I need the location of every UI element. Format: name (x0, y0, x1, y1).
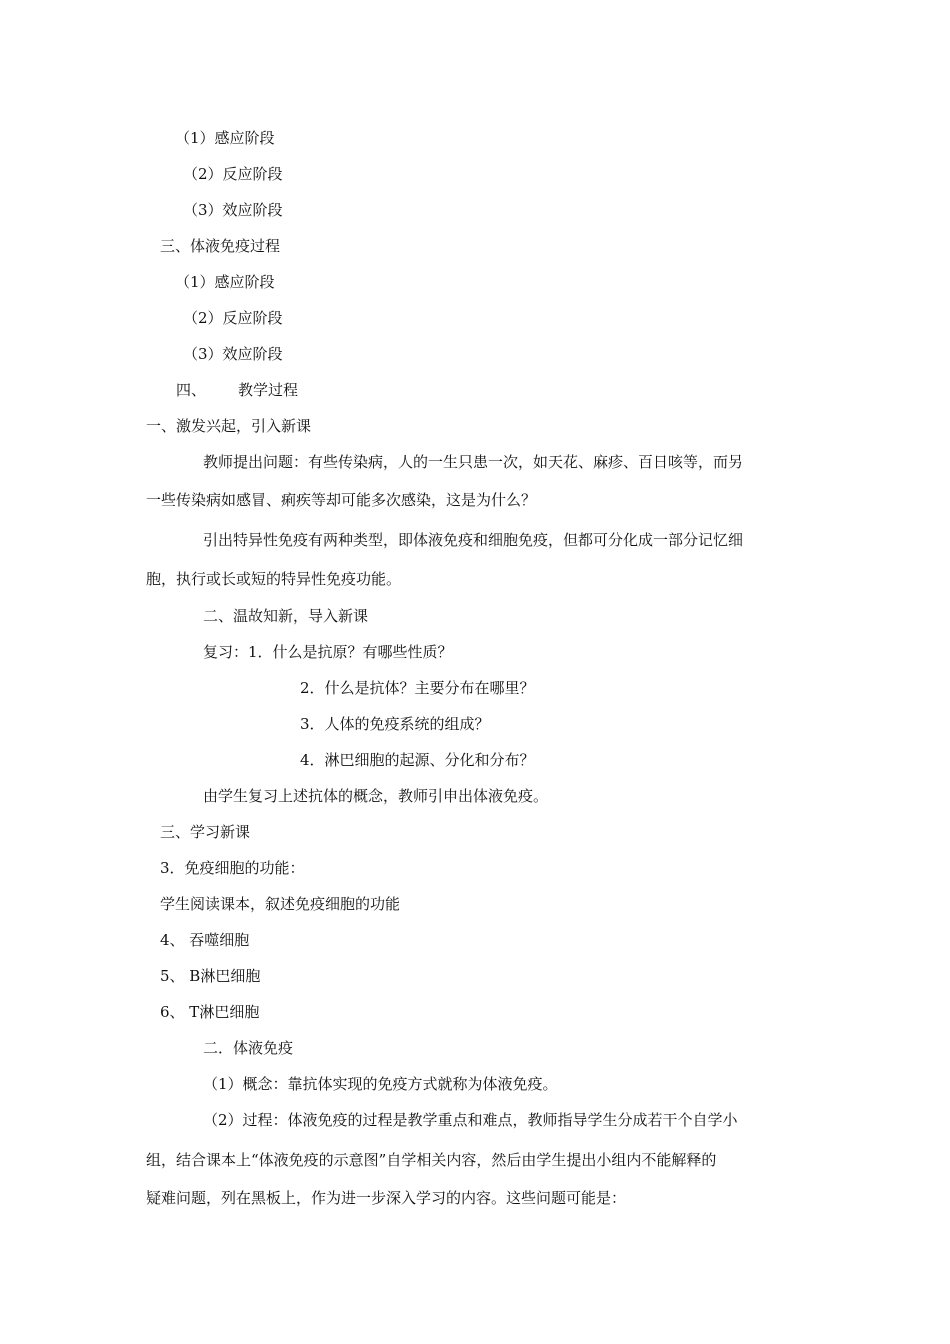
list-item: 4、 吞噬细胞 (160, 931, 250, 949)
paragraph-line: 组，结合课本上“体液免疫的示意图”自学相关内容，然后由学生提出小组内不能解释的 (146, 1151, 717, 1169)
review-item: 复习：1．什么是抗原？有哪些性质？ (203, 643, 453, 661)
text-line: （3）效应阶段 (183, 345, 283, 363)
section-number: 四、 (176, 381, 207, 399)
section-heading: 一、激发兴起，引入新课 (146, 417, 312, 435)
text-line: （1）感应阶段 (175, 273, 275, 291)
text-line: （2）反应阶段 (183, 165, 283, 183)
paragraph-line: （1）概念：靠抗体实现的免疫方式就称为体液免疫。 (203, 1075, 558, 1093)
review-item: 3．人体的免疫系统的组成？ (300, 715, 490, 733)
paragraph-line: 由学生复习上述抗体的概念，教师引申出体液免疫。 (203, 787, 549, 805)
text-line: （2）反应阶段 (183, 309, 283, 327)
paragraph-line: 教师提出问题：有些传染病，人的一生只患一次，如天花、麻疹、百日咳等，而另 (203, 453, 744, 471)
text-line: 3．免疫细胞的功能： (160, 859, 305, 877)
paragraph-line: 一些传染病如感冒、痢疾等却可能多次感染，这是为什么？ (146, 491, 537, 509)
paragraph-line: 胞，执行或长或短的特异性免疫功能。 (146, 570, 402, 588)
paragraph-line: 引出特异性免疫有两种类型，即体液免疫和细胞免疫，但都可分化成一部分记忆细 (203, 531, 744, 549)
paragraph-line: 疑难问题，列在黑板上，作为进一步深入学习的内容。这些问题可能是： (146, 1189, 627, 1207)
text-line: 学生阅读课本，叙述免疫细胞的功能 (160, 895, 401, 913)
section-heading: 教学过程 (238, 381, 299, 399)
text-line: （3）效应阶段 (183, 201, 283, 219)
review-item: 2．什么是抗体？主要分布在哪里？ (300, 679, 535, 697)
review-item: 4．淋巴细胞的起源、分化和分布？ (300, 751, 535, 769)
list-item: 6、 T淋巴细胞 (160, 1003, 260, 1021)
section-heading: 二、温故知新，导入新课 (203, 607, 369, 625)
section-heading: 二．体液免疫 (203, 1039, 294, 1057)
section-heading: 三、学习新课 (160, 823, 251, 841)
list-item: 5、 B淋巴细胞 (160, 967, 261, 985)
section-heading: 三、体液免疫过程 (160, 237, 281, 255)
paragraph-line: （2）过程：体液免疫的过程是教学重点和难点，教师指导学生分成若干个自学小 (203, 1111, 738, 1129)
text-line: （1）感应阶段 (175, 129, 275, 147)
